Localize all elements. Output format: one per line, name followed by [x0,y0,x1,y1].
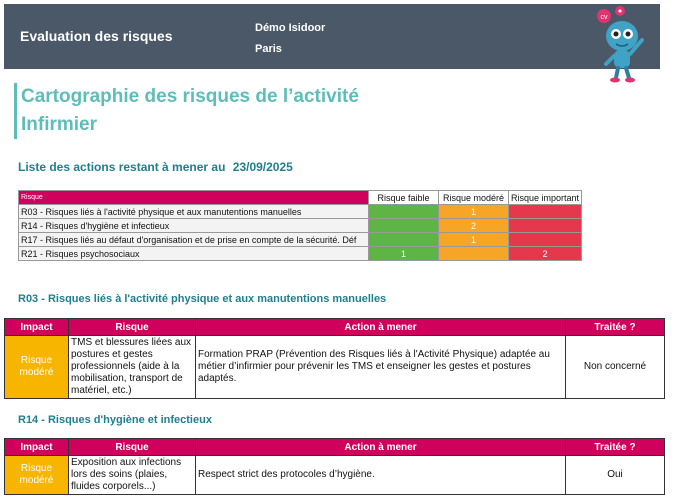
summary-row [19,247,582,261]
summary-cell-low [369,219,439,233]
action-row [5,336,665,399]
header-done: Traitée ? [566,319,665,336]
header-impact: Impact [5,319,69,336]
action-cell: Respect strict des protocoles d’hygiène. [196,456,566,495]
risk-cell: Exposition aux infections lors des soins (plaies, fluides corporels...) [69,456,196,495]
action-header-row [5,439,665,456]
actions-subtitle [18,160,297,174]
summary-cell-moderate: 1 [439,233,509,247]
summary-cell-high [509,233,582,247]
summary-header-high: Risque important [509,191,582,205]
action-cell: Formation PRAP (Prévention des Risques liés à l'Activité Physique) adaptée au métier d’infirmier pour prévenir les TMS et enseigner les gestes et postures adaptés. [196,336,566,399]
mascot-badge-text: cv [600,14,608,21]
summary-header-row [19,191,582,205]
summary-row-label: R14 - Risques d'hygiène et infectieux [19,219,369,233]
impact-cell: Risque modéré [5,336,69,399]
actions-subtitle-text: Liste des actions restant à mener au [18,160,226,174]
summary-row-label: R03 - Risques liés à l'activité physique et aux manutentions manuelles [19,205,369,219]
header-done: Traitée ? [566,439,665,456]
summary-cell-low [369,205,439,219]
summary-cell-high [509,219,582,233]
section-title-r03: R03 - Risques liés à l'activité physique et aux manutentions manuelles [18,293,387,305]
organization-city: Paris [255,43,282,55]
summary-row [19,219,582,233]
actions-date: 23/09/2025 [232,160,293,174]
action-row [5,456,665,495]
action-table-r03 [4,318,665,399]
header-risk: Risque [69,319,196,336]
risk-cell: TMS et blessures liées aux postures et gestes professionnels (aide à la mobilisation, transport de matériel, etc.) [69,336,196,399]
summary-header-risk: Risque [19,191,369,205]
action-header-row [5,319,665,336]
summary-row [19,233,582,247]
section-title-r14: R14 - Risques d'hygiène et infectieux [18,414,212,426]
summary-row-label: R21 - Risques psychosociaux [19,247,369,261]
report-header [4,4,660,69]
summary-cell-moderate [439,247,509,261]
report-title: Evaluation des risques [20,28,173,44]
page-title [14,83,359,139]
summary-cell-high: 2 [509,247,582,261]
impact-cell: Risque modéré [5,456,69,495]
summary-header-moderate: Risque modéré [439,191,509,205]
page-title-line2: Infirmier [21,114,98,135]
summary-cell-high [509,205,582,219]
summary-header-low: Risque faible [369,191,439,205]
summary-cell-moderate: 2 [439,219,509,233]
organization-name: Démo Isidoor [255,22,326,34]
header-risk: Risque [69,439,196,456]
summary-cell-moderate: 1 [439,205,509,219]
page-title-line1: Cartographie des risques de l’activité [21,86,359,107]
summary-row-label: R17 - Risques liés au défaut d'organisation et de prise en compte de la sécurité. Déf [19,233,369,247]
header-action: Action à mener [196,319,566,336]
done-cell: Oui [566,456,665,495]
header-action: Action à mener [196,439,566,456]
robot-mascot-icon [594,0,656,85]
risk-summary-table [18,190,582,261]
summary-row [19,205,582,219]
action-table-r14 [4,438,665,495]
summary-cell-low [369,233,439,247]
header-impact: Impact [5,439,69,456]
done-cell: Non concerné [566,336,665,399]
summary-cell-low: 1 [369,247,439,261]
